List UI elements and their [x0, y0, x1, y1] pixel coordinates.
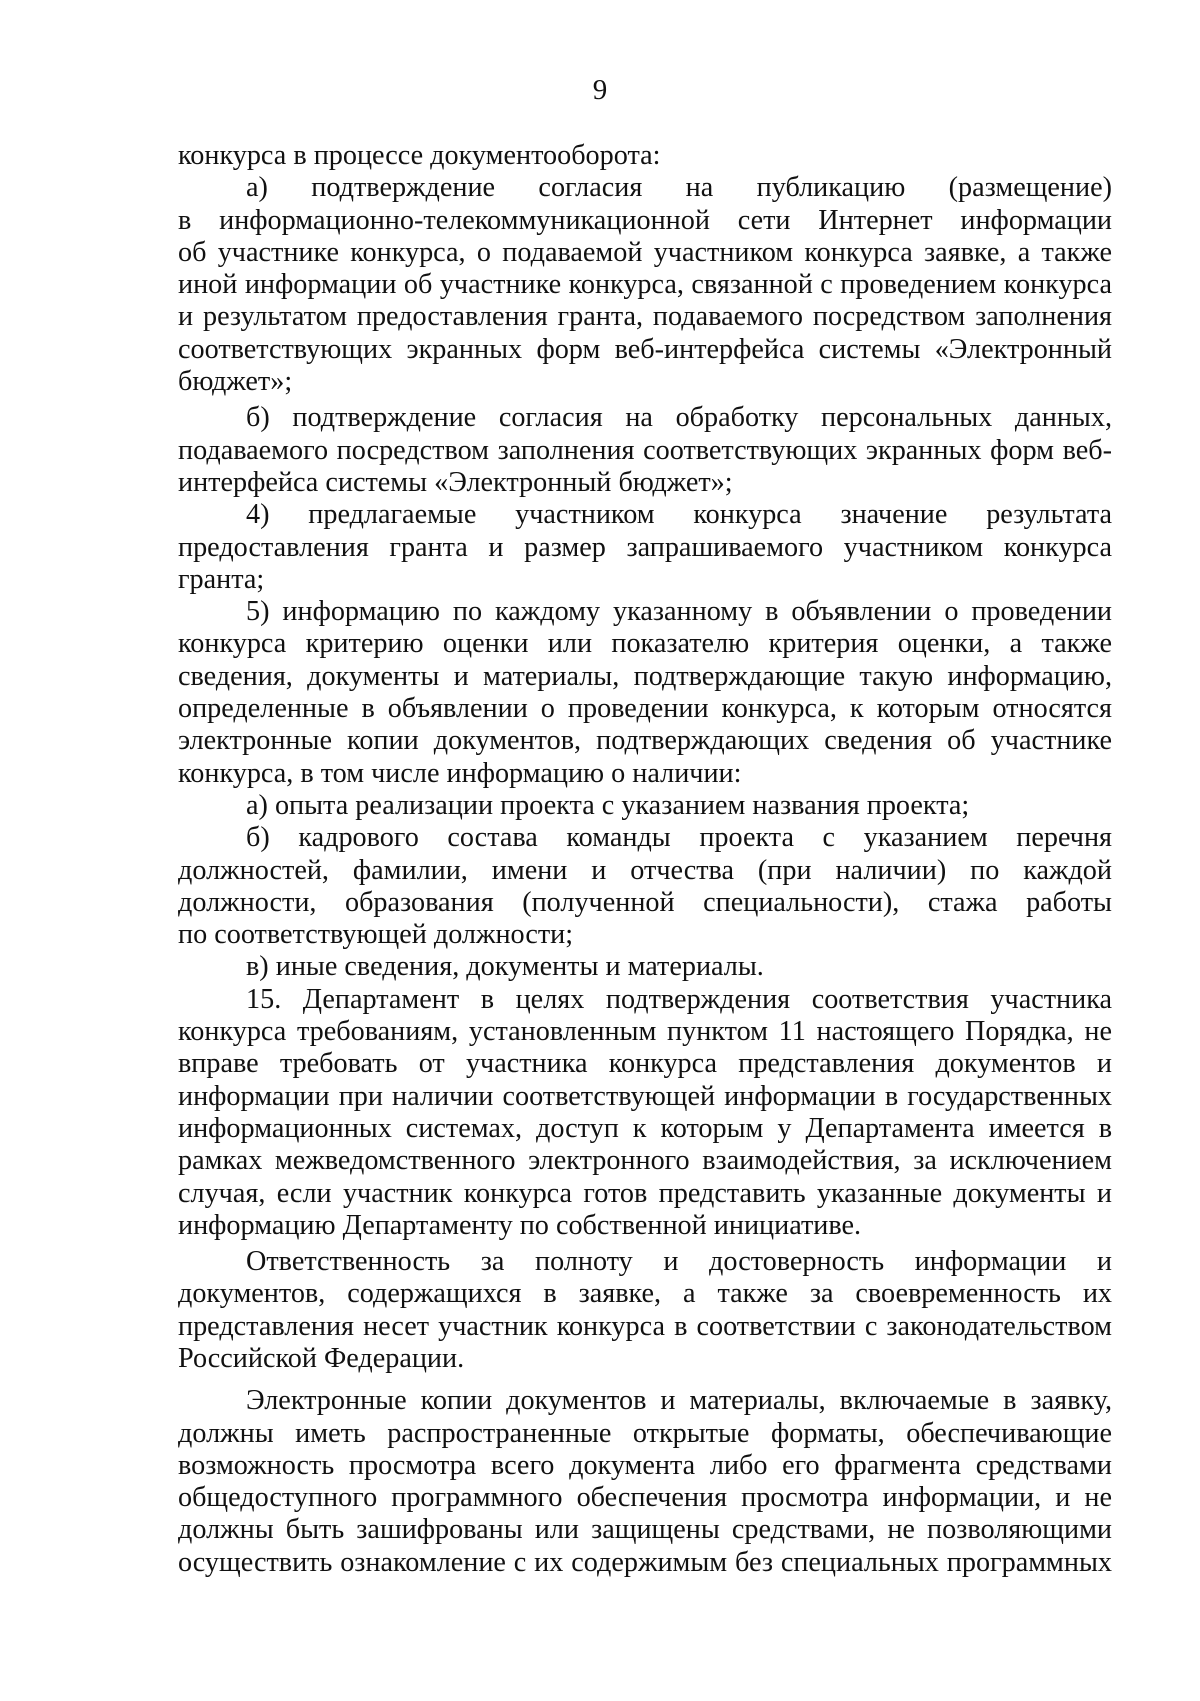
text-line: представления несет участник конкурса в соответствии с законодательством [178, 1310, 1112, 1342]
text-line: должны быть зашифрованы или защищены средствами, не позволяющими [178, 1514, 1112, 1546]
text-line: информационных системах, доступ к которым у Департамента имеется в [178, 1112, 1112, 1144]
text-line: интерфейса системы «Электронный бюджет»; [178, 466, 733, 498]
text-line: в) иные сведения, документы и материалы. [246, 951, 764, 983]
text-line: документов, содержащихся в заявке, а также за своевременность их [178, 1278, 1112, 1310]
text-line: Электронные копии документов и материалы, включаемые в заявку, [246, 1385, 1112, 1417]
text-line: случая, если участник конкурса готов представить указанные документы и [178, 1177, 1112, 1209]
text-line: конкурса критерию оценки или показателю критерия оценки, а также [178, 628, 1112, 660]
text-line: должны иметь распространенные открытые форматы, обеспечивающие [178, 1417, 1112, 1449]
page-number: 9 [592, 74, 608, 106]
document-body [178, 140, 1112, 1579]
text-line: бюджет»; [178, 366, 293, 398]
text-line: Российской Федерации. [178, 1342, 465, 1374]
text-line: должности, образования (полученной специальности), стажа работы [178, 886, 1112, 918]
text-line: а) подтверждение согласия на публикацию (размещение) [246, 172, 1112, 204]
text-line: подаваемого посредством заполнения соответствующих экранных форм веб- [178, 434, 1112, 466]
text-line: а) опыта реализации проекта с указанием названия проекта; [246, 789, 970, 821]
text-line: электронные копии документов, подтверждающих сведения об участнике [178, 725, 1112, 757]
text-line: иной информации об участнике конкурса, связанной с проведением конкурса [178, 269, 1112, 301]
text-line: 5) информацию по каждому указанному в объявлении о проведении [246, 596, 1112, 628]
text-line: 15. Департамент в целях подтверждения соответствия участника [246, 983, 1112, 1015]
text-line: по соответствующей должности; [178, 919, 574, 951]
text-line: вправе требовать от участника конкурса представления документов и [178, 1048, 1112, 1080]
text-line: соответствующих экранных форм веб-интерфейса системы «Электронный [178, 333, 1112, 365]
text-line: Ответственность за полноту и достоверность информации и [246, 1246, 1112, 1278]
text-line: в информационно-телекоммуникационной сети Интернет информации [178, 204, 1112, 236]
text-line: конкурса в процессе документооборота: [178, 140, 661, 171]
text-line: предоставления гранта и размер запрашиваемого участником конкурса [178, 531, 1112, 563]
text-line: б) подтверждение согласия на обработку персональных данных, [246, 402, 1112, 434]
text-line: определенные в объявлении о проведении конкурса, к которым относятся [178, 693, 1112, 725]
text-line: об участнике конкурса, о подаваемой участником конкурса заявке, а также [178, 236, 1112, 268]
text-line: 4) предлагаемые участником конкурса значение результата [246, 499, 1112, 531]
text-line: рамках межведомственного электронного взаимодействия, за исключением [178, 1145, 1112, 1177]
text-line: общедоступного программного обеспечения просмотра информации, и не [178, 1482, 1112, 1514]
text-line: конкурса требованиям, установленным пунктом 11 настоящего Порядка, не [178, 1016, 1112, 1048]
text-line: информацию Департаменту по собственной инициативе. [178, 1209, 862, 1241]
text-line: гранта; [178, 563, 265, 595]
text-line: возможность просмотра всего документа либо его фрагмента средствами [178, 1449, 1112, 1481]
text-line: конкурса, в том числе информацию о наличии: [178, 757, 742, 789]
text-line: информации при наличии соответствующей информации в государственных [178, 1080, 1112, 1112]
text-line: осуществить ознакомление с их содержимым без специальных программных [178, 1546, 1112, 1578]
text-line: и результатом предоставления гранта, подаваемого посредством заполнения [178, 301, 1112, 333]
text-line: сведения, документы и материалы, подтверждающие такую информацию, [178, 660, 1112, 692]
text-line: б) кадрового состава команды проекта с указанием перечня [246, 822, 1112, 854]
text-line: должностей, фамилии, имени и отчества (при наличии) по каждой [178, 854, 1112, 886]
